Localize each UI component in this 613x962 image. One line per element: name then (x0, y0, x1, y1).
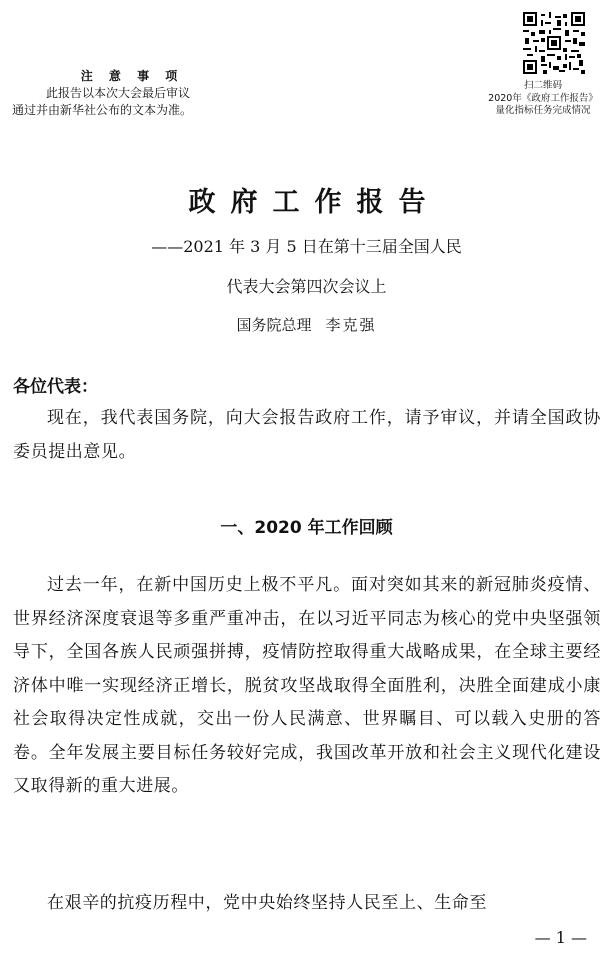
notice-title: 注 意 事 项 (80, 69, 184, 83)
body-paragraph-2: 在艰辛的抗疫历程中，党中央始终坚持人民至上、生命至 (47, 893, 487, 913)
notice-line-1: 此报告以本次大会最后审议 (46, 86, 191, 100)
author-role: 国务院总理 (236, 316, 312, 334)
document-title: 政府工作报告 (188, 187, 441, 218)
author-name: 李克强 (325, 316, 377, 334)
intro-paragraph: 现在，我代表国务院，向大会报告政府工作，请予审议，并请全国政协委员提出意见。 (13, 408, 601, 462)
notice-line-2: 通过并由新华社公布的文本为准。 (12, 103, 193, 117)
body-paragraph-1: 过去一年，在新中国历史上极不平凡。面对突如其来的新冠肺炎疫情、世界经济深度衰退等多重严重冲击，在以习近平同志为核心的党中央坚强领导下，全国各族人民顽强拼搏，疫情防控取得重大战略成果，在全球主要经济体中唯一实现经济正增长，脱贫攻坚战取得全面胜利，决胜全面建成小康社会取得决定性成就，交出一份人民满意、世界瞩目、可以载入史册的答卷。全年发展主要目标任务较好完成，我国改革开放和社会主义现代化建设又取得新的重大进展。 (13, 575, 601, 796)
qr-caption-line-3: 量化指标任务完成情况 (495, 105, 591, 116)
document-author (0, 314, 613, 335)
page-number: — 1 — (534, 928, 587, 947)
qr-code-icon[interactable] (523, 12, 585, 74)
document-subtitle-line-1: ——2021 年 3 月 5 日在第十三届全国人民 (151, 237, 462, 256)
salutation: 各位代表： (13, 377, 98, 397)
section-heading: 一、2020 年工作回顾 (220, 518, 393, 538)
qr-caption-line-2: 2020年《政府工作报告》 (488, 92, 598, 104)
qr-caption (473, 80, 613, 118)
qr-caption-line-1: 扫二维码 (523, 80, 562, 91)
document-subtitle-line-2: 代表大会第四次会议上 (226, 277, 387, 296)
notice-block (12, 68, 252, 119)
